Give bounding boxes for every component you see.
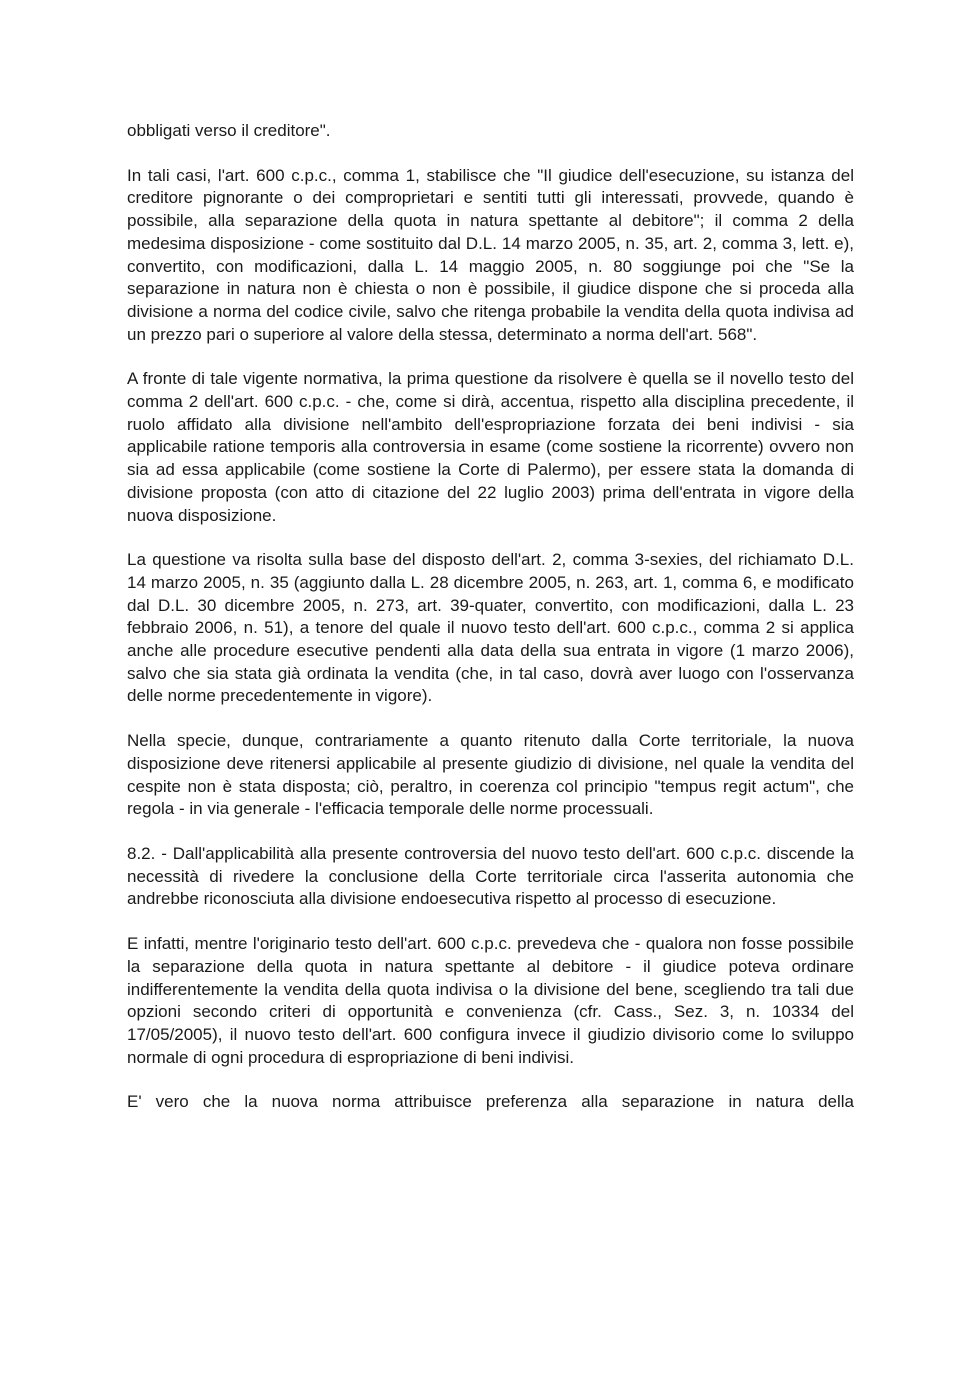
paragraph: 8.2. - Dall'applicabilità alla presente controversia del nuovo testo dell'art. 600 c.p.c. discende la necessità di rivedere la conclusione della Corte territoriale circa l'asserita autonomia che andrebbe riconosciuta alla divisione endoesecutiva rispetto al processo di esecuzione. [127,843,854,909]
document-page [127,120,854,1114]
paragraph: Nella specie, dunque, contrariamente a quanto ritenuto dalla Corte territoriale, la nuova disposizione deve ritenersi applicabile al presente giudizio di divisione, nel quale la vendita del cespite non è stata disposta; ciò, peraltro, in coerenza col principio "tempus regit actum", che regola - in via generale - l'efficacia temporale delle norme processuali. [127,731,854,819]
paragraph: In tali casi, l'art. 600 c.p.c., comma 1, stabilisce che "Il giudice dell'esecuzione, su istanza del creditore pignorante o dei comproprietari e sentiti tutti gli interessati, provvede, quando è possibile, alla separazione della quota in natura spettante al debitore"; il comma 2 della medesima disposizione - come sostituito dal D.L. 14 marzo 2005, n. 35, art. 2, comma 3, lett. e), convertito, con modificazioni, dalla L. 14 maggio 2005, n. 80 soggiunge poi che "Se la separazione in natura non è chiesta o non è possibile, il giudice dispone che si proceda alla divisione a norma del codice civile, salvo che ritenga probabile la vendita della quota indivisa ad un prezzo pari o superiore al valore della stessa, determinato a norma dell'art. 568". [127,165,854,344]
paragraph: E infatti, mentre l'originario testo dell'art. 600 c.p.c. prevedeva che - qualora non fosse possibile la separazione della quota in natura spettante al debitore - il giudice poteva ordinare indifferentemente la vendita della quota indivisa o la divisione del bene, scegliendo tra tali due opzioni secondo criteri di opportunità e convenienza (cfr. Cass., Sez. 3, n. 10334 del 17/05/2005), il nuovo testo dell'art. 600 configura invece il giudizio divisorio come lo sviluppo normale di ogni procedura di espropriazione di beni indivisi. [127,934,854,1067]
paragraph: obbligati verso il creditore". [127,121,331,140]
paragraph: E' vero che la nuova norma attribuisce preferenza alla separazione in natura della [127,1092,854,1112]
paragraph: A fronte di tale vigente normativa, la prima questione da risolvere è quella se il novello testo del comma 2 dell'art. 600 c.p.c. - che, come si dirà, accentua, rispetto alla disciplina precedente, il ruolo affidato alla divisione nell'ambito dell'espropriazione forzata dei beni indivisi - sia applicabile ratione temporis alla controversia in esame (come sostiene la ricorrente) ovvero non sia ad essa applicabile (come sostiene la Corte di Palermo), per essere stata la domanda di divisione proposta (con atto di citazione del 22 luglio 2003) prima dell'entrata in vigore della nuova disposizione. [127,369,854,525]
paragraph: La questione va risolta sulla base del disposto dell'art. 2, comma 3-sexies, del richiamato D.L. 14 marzo 2005, n. 35 (aggiunto dalla L. 28 dicembre 2005, n. 263, art. 1, comma 6, e modificato dal D.L. 30 dicembre 2005, n. 273, art. 39-quater, convertito, con modificazioni, dalla L. 23 febbraio 2006, n. 51), a tenore del quale il nuovo testo dell'art. 600 c.p.c., comma 2 si applica anche alle procedure esecutive pendenti alla data della sua entrata in vigore (1 marzo 2006), salvo che sia stata già ordinata la vendita (che, in tal caso, dovrà aver luogo con l'osservanza delle norme precedentemente in vigore). [127,550,854,706]
